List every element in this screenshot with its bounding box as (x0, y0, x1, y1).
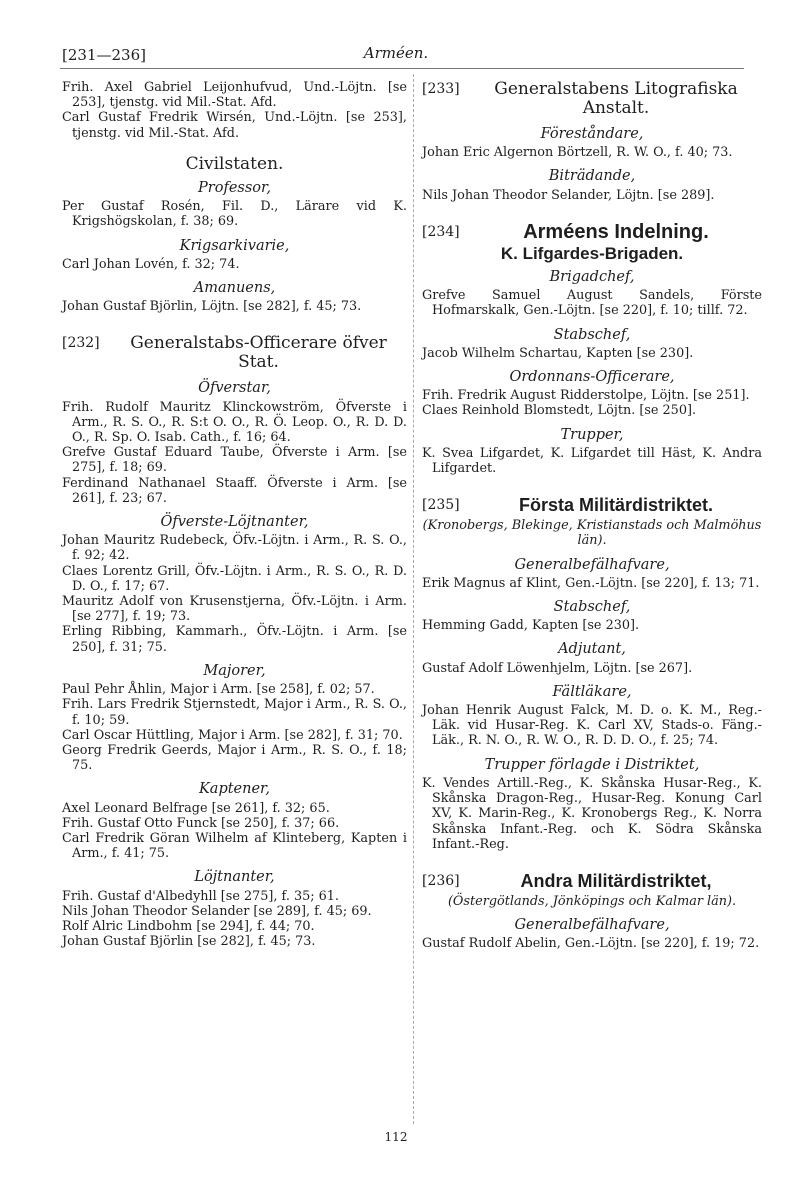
entry: Carl Fredrik Göran Wilhelm af Klinteberg, Kapten i Arm., f. 41; 75. (62, 830, 407, 862)
section-heading-232 (62, 334, 407, 372)
left-column (62, 80, 407, 949)
section-number: [236] (422, 872, 460, 889)
entry: Paul Pehr Åhlin, Major i Arm. [se 258], f. 02; 57. (62, 682, 375, 698)
section-title: Generalstabs-Officerare öfver Stat. (130, 333, 387, 373)
entry: Carl Gustaf Fredrik Wirsén, Und.-Löjtn. [se 253], tjenstg. vid Mil.-Stat. Afd. (62, 110, 407, 141)
role-heading: Ordonnans-Officerare, (509, 369, 675, 386)
entry: Erik Magnus af Klint, Gen.-Löjtn. [se 220], f. 13; 71. (422, 575, 760, 591)
role-heading: Kaptener, (198, 781, 271, 798)
role-heading: Löjtnanter, (194, 869, 275, 886)
entry: Johan Gustaf Björlin, Löjtn. [se 282], f. 45; 73. (62, 299, 362, 315)
role-heading: Generalbefälhafvare, (514, 917, 670, 934)
entry: Erling Ribbing, Kammarh., Öfv.-Löjtn. i Arm. [se 250], f. 31; 75. (62, 624, 407, 655)
role-heading: Öfverstar, (198, 380, 271, 397)
role-heading: Föreståndare, (540, 126, 644, 142)
entry: Carl Oscar Hüttling, Major i Arm. [se 282], f. 31; 70. (62, 727, 403, 743)
entry: Frih. Axel Gabriel Leijonhufvud, Und.-Löjtn. [se 253], tjenstg. vid Mil.-Stat. Afd. (62, 80, 407, 111)
entry: Claes Lorentz Grill, Öfv.-Löjtn. i Arm., R. S. O., R. D. D. O., f. 17; 67. (62, 563, 407, 594)
role-heading: Adjutant, (558, 641, 626, 658)
entry: Jacob Wilhelm Schartau, Kapten [se 230]. (422, 345, 694, 361)
right-column (422, 80, 762, 952)
role-heading: Stabschef, (553, 599, 631, 616)
section-number: [232] (62, 335, 100, 352)
section-title: Generalstabens Litografiska Anstalt. (494, 79, 738, 118)
entry: Axel Leonard Belfrage [se 261], f. 32; 65. (62, 800, 330, 816)
section-heading-233 (422, 80, 762, 118)
role-heading: Generalbefälhafvare, (514, 556, 670, 573)
entry: Johan Gustaf Björlin [se 282], f. 45; 73. (62, 934, 316, 950)
role-heading: Professor, (198, 180, 271, 197)
entry: Frih. Lars Fredrik Stjernstedt, Major i Arm., R. S. O., f. 10; 59. (62, 697, 407, 728)
section-heading-234 (422, 220, 762, 243)
section-number: [235] (422, 497, 460, 514)
entry: Nils Johan Theodor Selander [se 289], f. 45; 69. (62, 903, 372, 919)
role-heading: Stabschef, (553, 326, 631, 343)
entry: Mauritz Adolf von Krusenstjerna, Öfv.-Löjtn. i Arm. [se 277], f. 19; 73. (62, 594, 407, 625)
entry: Per Gustaf Rosén, Fil. D., Lärare vid K. Krigshögskolan, f. 38; 69. (62, 199, 407, 230)
entry: Frih. Rudolf Mauritz Klinckowström, Öfverste i Arm., R. S. O., R. S:t O. O., R. Ö. Leop. O., R. D. D. O., R. Sp. O. Isab. Cath., f. 16; 64. (62, 399, 407, 446)
entry: Frih. Gustaf d'Albedyhll [se 275], f. 35; 61. (62, 888, 339, 904)
entry: Carl Johan Lovén, f. 32; 74. (62, 256, 240, 272)
entry: Johan Eric Algernon Börtzell, R. W. O., f. 40; 73. (422, 145, 733, 161)
entry: K. Vendes Artill.-Reg., K. Skånska Husar-Reg., K. Skånska Dragon-Reg., Husar-Reg. Konung Carl XV, K. Marin-Reg., K. Kronobergs Reg., K. Norra Skånska Infant.-Reg. och K. Södra Skånska Infant.-Reg. (422, 775, 762, 852)
entry: Georg Fredrik Geerds, Major i Arm., R. S. O., f. 18; 75. (62, 742, 407, 774)
entry: Nils Johan Theodor Selander, Löjtn. [se 289]. (422, 187, 715, 203)
section-title: Arméens Indelning. (523, 220, 709, 243)
section-heading-236 (422, 872, 762, 891)
section-title: Andra Militärdistriktet, (520, 870, 712, 891)
section-note: (Östergötlands, Jönköpings och Kalmar län). (447, 893, 737, 909)
section-number: [234] (422, 223, 460, 240)
role-heading: Amanuens, (193, 280, 276, 297)
entry: Johan Henrik August Falck, M. D. o. K. M., Reg.-Läk. vid Husar-Reg. K. Carl XV, Stads-o. Fäng.-Läk., R. N. O., R. W. O., R. D. D. O., f. 25; 74. (422, 703, 762, 749)
role-heading: Biträdande, (548, 168, 636, 185)
section-heading-235 (422, 496, 762, 515)
entry: Grefve Samuel August Sandels, Förste Hofmarskalk, Gen.-Löjtn. [se 220], f. 10; tillf. 72. (422, 288, 762, 319)
entry: Frih. Fredrik August Ridderstolpe, Löjtn. [se 251]. (422, 388, 750, 404)
section-number: [233] (422, 81, 460, 97)
header-title: Arméen. (363, 44, 429, 62)
entry: Johan Mauritz Rudebeck, Öfv.-Löjtn. i Arm., R. S. O., f. 92; 42. (62, 533, 407, 564)
entry: Claes Reinhold Blomstedt, Löjtn. [se 250]. (422, 403, 697, 419)
page-number: 112 (384, 1130, 408, 1144)
role-heading: Brigadchef, (549, 269, 635, 286)
role-heading: Fältläkare, (552, 683, 632, 700)
entry: Hemming Gadd, Kapten [se 230]. (422, 618, 640, 634)
role-heading: Trupper förlagde i Distriktet, (484, 756, 700, 773)
section-subtitle: K. Lifgardes-Brigaden. (500, 243, 684, 263)
entry: Gustaf Adolf Löwenhjelm, Löjtn. [se 267]. (422, 660, 693, 676)
section-title-civilstaten: Civilstaten. (185, 153, 284, 174)
role-heading: Öfverste-Löjtnanter, (160, 514, 309, 531)
header-rule (60, 68, 744, 69)
entry: Frih. Gustaf Otto Funck [se 250], f. 37; 66. (62, 815, 340, 831)
role-heading: Krigsarkivarie, (179, 237, 290, 254)
entry: Ferdinand Nathanael Staaff. Öfverste i Arm. [se 261], f. 23; 67. (62, 475, 407, 506)
role-heading: Trupper, (560, 426, 624, 443)
column-divider (413, 74, 414, 1124)
role-heading: Majorer, (203, 662, 266, 679)
entry: K. Svea Lifgardet, K. Lifgardet till Häst, K. Andra Lifgardet. (422, 445, 762, 477)
header-range: [231—236] (62, 46, 146, 64)
section-title: Första Militärdistriktet. (518, 495, 714, 516)
entry: Grefve Gustaf Eduard Taube, Öfverste i Arm. [se 275], f. 18; 69. (62, 445, 407, 476)
section-note: (Kronobergs, Blekinge, Kristianstads och Malmöhus län). (422, 518, 762, 549)
entry: Gustaf Rudolf Abelin, Gen.-Löjtn. [se 220], f. 19; 72. (422, 936, 760, 952)
entry: Rolf Alric Lindbohm [se 294], f. 44; 70. (62, 918, 315, 934)
